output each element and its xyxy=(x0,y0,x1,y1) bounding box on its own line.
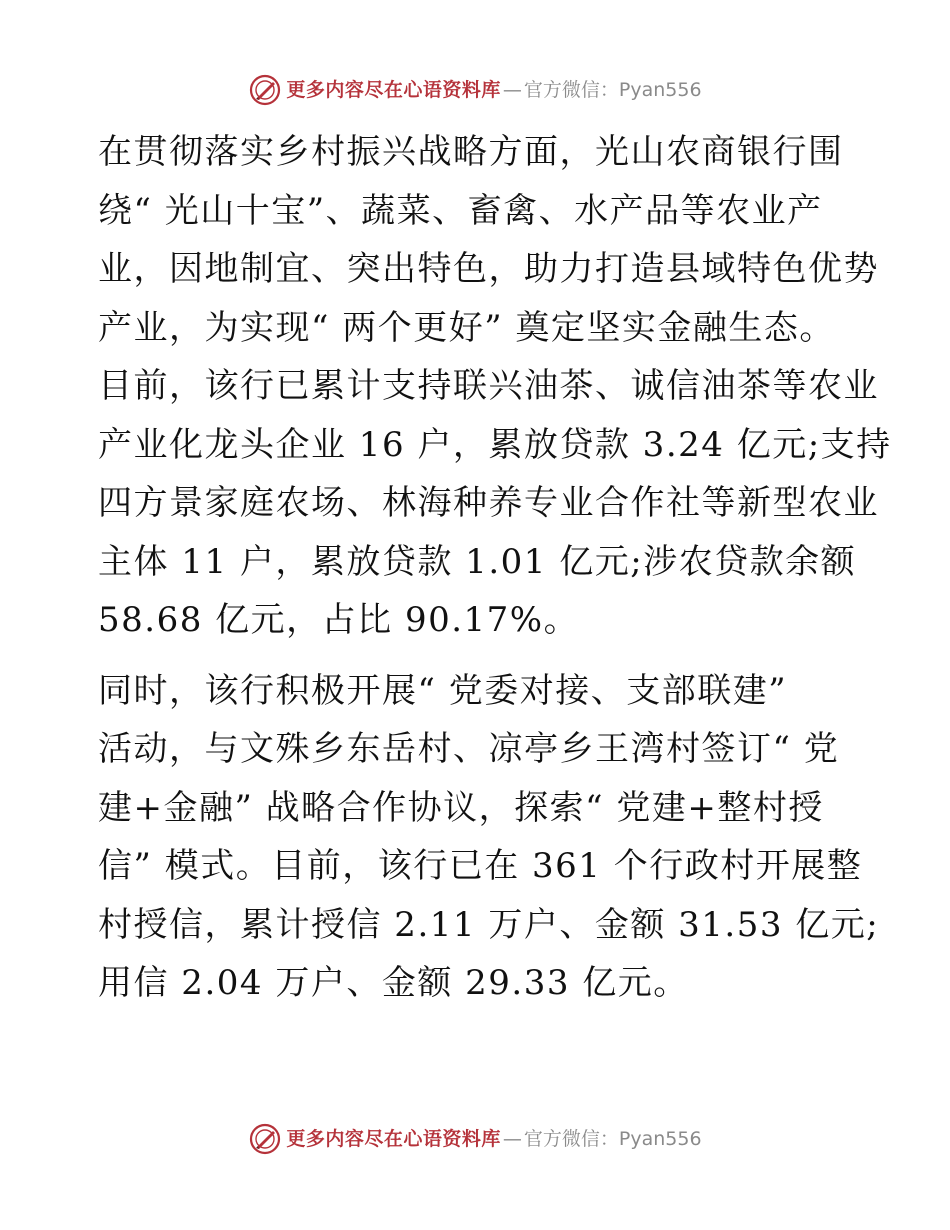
pen-circle-logo-icon xyxy=(248,73,282,107)
text-line: 四方景家庭农场、林海种养专业合作社等新型农业 xyxy=(98,483,879,523)
text-line: 业，因地制宜、突出特色，助力打造县域特色优势 xyxy=(98,249,879,289)
text-line: 建+金融” 战略合作协议，探索“ 党建+整村授 xyxy=(98,787,824,828)
text-line: 产业，为实现“ 两个更好” 奠定坚实金融生态。 xyxy=(98,307,835,348)
pen-circle-logo-icon xyxy=(248,1122,282,1156)
text-line: 村授信，累计授信 2.11 万户、金额 31.53 亿元; xyxy=(98,904,880,945)
text-line: 产业化龙头企业 16 户，累放贷款 3.24 亿元;支持 xyxy=(98,424,892,465)
header-separator: — xyxy=(502,79,522,101)
text-line: 主体 11 户，累放贷款 1.01 亿元;涉农贷款余额 xyxy=(98,541,857,582)
text-line: 在贯彻落实乡村振兴战略方面，光山农商银行围 xyxy=(98,132,844,172)
text-line: 同时，该行积极开展“ 党委对接、支部联建” xyxy=(98,670,788,711)
paragraph-2 xyxy=(98,662,880,1013)
footer-banner xyxy=(0,1119,950,1159)
text-line: 信” 模式。目前，该行已在 361 个行政村开展整 xyxy=(98,846,863,886)
paragraph-1 xyxy=(98,123,892,650)
header-banner xyxy=(0,70,950,110)
text-line: 用信 2.04 万户、金额 29.33 亿元。 xyxy=(98,963,689,1003)
footer-brand-text: 更多内容尽在心语资料库 xyxy=(286,1128,501,1150)
article-body xyxy=(98,123,892,1013)
footer-separator: — xyxy=(502,1128,522,1150)
text-line: 58.68 亿元，占比 90.17%。 xyxy=(98,600,580,640)
footer-wechat-text: 官方微信：Pyan556 xyxy=(523,1128,702,1150)
text-line: 活动，与文殊乡东岳村、凉亭乡王湾村签订“ 党 xyxy=(98,729,840,769)
header-brand-text: 更多内容尽在心语资料库 xyxy=(286,79,501,101)
header-wechat-text: 官方微信：Pyan556 xyxy=(523,79,702,101)
text-line: 目前，该行已累计支持联兴油茶、诚信油茶等农业 xyxy=(98,366,879,406)
text-line: 绕“ 光山十宝”、蔬菜、畜禽、水产品等农业产 xyxy=(98,190,823,231)
